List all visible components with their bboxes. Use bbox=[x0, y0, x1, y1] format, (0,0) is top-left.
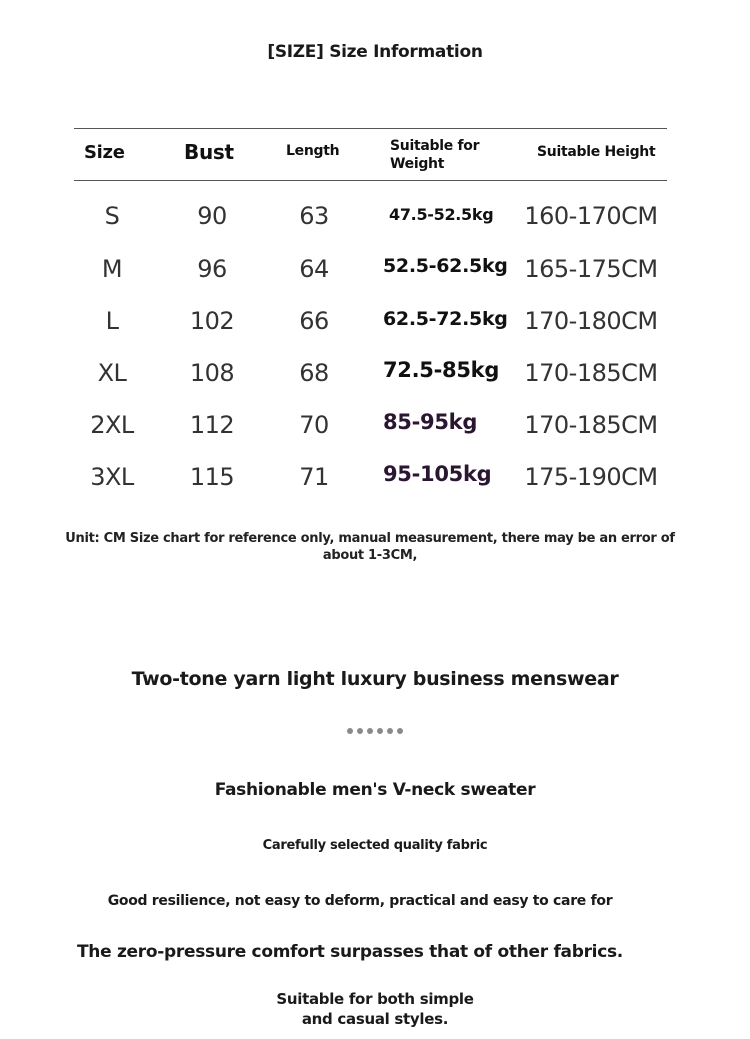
product-subtitle: Fashionable men's V-neck sweater bbox=[214, 780, 536, 800]
cell-bust: 96 bbox=[197, 255, 227, 283]
cell-weight: 52.5-62.5kg bbox=[383, 255, 508, 277]
dot-icon bbox=[347, 728, 353, 734]
table-top-rule bbox=[74, 128, 667, 129]
dot-icon bbox=[387, 728, 393, 734]
dot-icon bbox=[357, 728, 363, 734]
cell-weight: 62.5-72.5kg bbox=[383, 308, 508, 330]
cell-height: 170-185CM bbox=[524, 411, 658, 439]
feature-resilience: Good resilience, not easy to deform, practical and easy to care for bbox=[107, 893, 613, 909]
table-header-rule bbox=[74, 180, 667, 181]
cell-size: 3XL bbox=[90, 463, 134, 491]
cell-bust: 102 bbox=[189, 307, 235, 335]
feature-fabric: Carefully selected quality fabric bbox=[262, 838, 488, 853]
cell-length: 68 bbox=[299, 359, 329, 387]
cell-height: 160-170CM bbox=[524, 202, 658, 230]
cell-bust: 112 bbox=[189, 411, 235, 439]
cell-length: 71 bbox=[299, 463, 329, 491]
cell-size: M bbox=[101, 255, 123, 283]
cell-bust: 90 bbox=[197, 202, 227, 230]
cell-weight: 85-95kg bbox=[383, 410, 478, 434]
feature-style-line1: Suitable for both simple bbox=[276, 990, 474, 1008]
cell-length: 66 bbox=[299, 307, 329, 335]
cell-height: 165-175CM bbox=[524, 255, 658, 283]
header-size: Size bbox=[84, 142, 125, 163]
cell-size: XL bbox=[97, 359, 127, 387]
cell-length: 70 bbox=[299, 411, 329, 439]
header-weight: Suitable for Weight bbox=[390, 138, 480, 172]
cell-length: 64 bbox=[299, 255, 329, 283]
cell-size: 2XL bbox=[90, 411, 134, 439]
cell-bust: 115 bbox=[189, 463, 235, 491]
product-headline: Two-tone yarn light luxury business menswear bbox=[131, 668, 619, 690]
cell-height: 170-185CM bbox=[524, 359, 658, 387]
page-title: [SIZE] Size Information bbox=[267, 42, 483, 62]
cell-weight: 95-105kg bbox=[383, 462, 492, 486]
cell-height: 175-190CM bbox=[524, 463, 658, 491]
separator-dots bbox=[0, 728, 750, 734]
cell-length: 63 bbox=[299, 202, 329, 230]
size-note: Unit: CM Size chart for reference only, manual measurement, there may be an error of about 1-3CM, bbox=[65, 531, 675, 563]
dot-icon bbox=[397, 728, 403, 734]
cell-weight: 72.5-85kg bbox=[383, 358, 500, 382]
header-height: Suitable Height bbox=[537, 144, 656, 160]
cell-size: S bbox=[104, 202, 120, 230]
header-bust: Bust bbox=[184, 140, 234, 164]
cell-weight: 47.5-52.5kg bbox=[389, 205, 494, 224]
feature-style-line2: and casual styles. bbox=[301, 1010, 449, 1028]
feature-comfort: The zero-pressure comfort surpasses that of other fabrics. bbox=[77, 942, 623, 962]
cell-size: L bbox=[105, 307, 119, 335]
dot-icon bbox=[367, 728, 373, 734]
header-length: Length bbox=[286, 143, 340, 159]
cell-bust: 108 bbox=[189, 359, 235, 387]
cell-height: 170-180CM bbox=[524, 307, 658, 335]
dot-icon bbox=[377, 728, 383, 734]
